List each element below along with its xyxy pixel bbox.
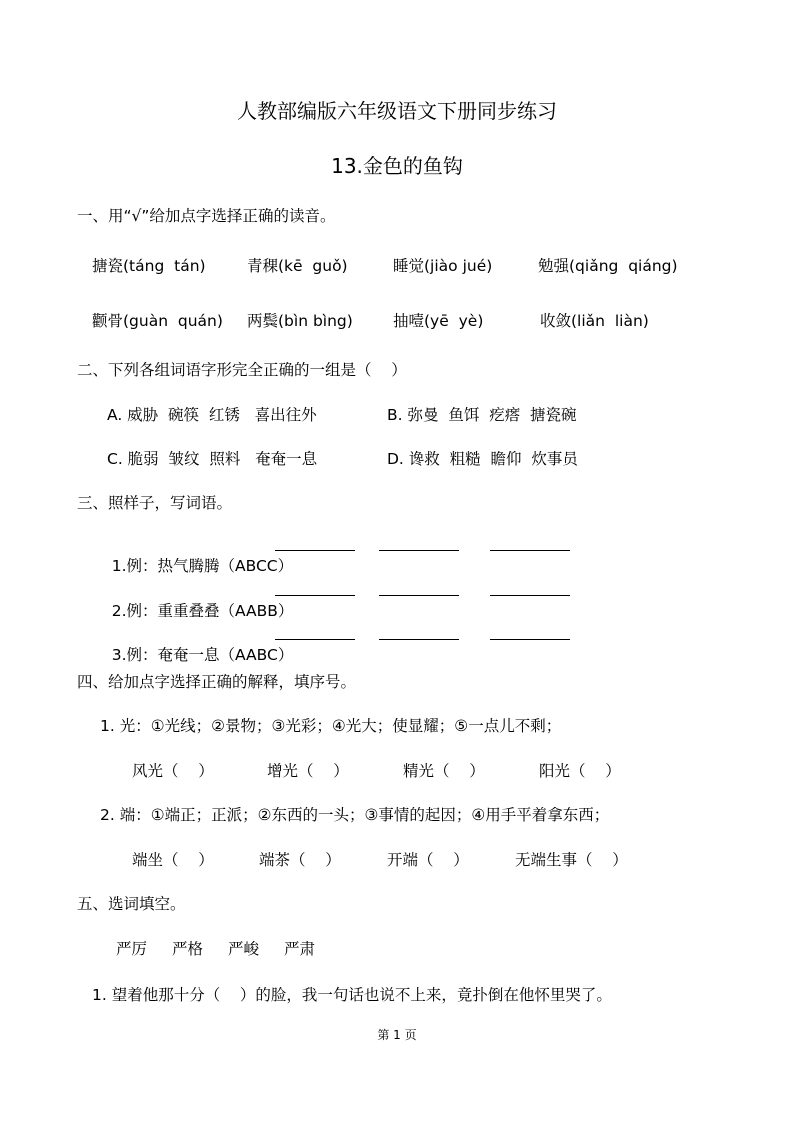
q3-heading: 三、照样子，写词语。 xyxy=(77,494,233,512)
q3-item-label: 3.例：奄奄一息（AABC） xyxy=(111,646,294,664)
q2-option-c: C. 脆弱 皱纹 照料 奄奄一息 xyxy=(107,450,318,468)
q1-row1-item3: 睡觉(jiào jué) xyxy=(393,257,493,275)
q4-item1-word: 精光（ ） xyxy=(403,762,485,780)
q4-item2-word: 开端（ ） xyxy=(387,851,469,869)
q1-heading: 一、用“√”给加点字选择正确的读音。 xyxy=(77,207,336,225)
q4-item1-word: 风光（ ） xyxy=(132,762,214,780)
q4-item1-word: 增光（ ） xyxy=(267,762,349,780)
answer-blank[interactable] xyxy=(275,625,355,640)
q1-row1-item1: 搪瓷(táng tán) xyxy=(92,257,206,275)
q1-row2-item1: 颧骨(guàn quán) xyxy=(92,312,223,330)
q2-heading: 二、下列各组词语字形完全正确的一组是（ ） xyxy=(77,361,407,379)
q5-choice: 严厉 xyxy=(116,940,148,958)
q1-row1-item4: 勉强(qiǎng qiáng) xyxy=(538,257,678,275)
q2-option-b: B. 弥曼 鱼饵 疙瘩 搪瓷碗 xyxy=(387,406,577,424)
q3-item-label: 2.例：重重叠叠（AABB） xyxy=(111,602,294,620)
q2-option-d: D. 谗救 粗糙 瞻仰 炊事员 xyxy=(387,450,578,468)
answer-blank[interactable] xyxy=(490,581,570,596)
answer-blank[interactable] xyxy=(379,536,459,551)
q3-answer-blanks xyxy=(275,625,570,644)
q4-item2-definitions: 2. 端：①端正；正派；②东西的一头；③事情的起因；④用手平着拿东西； xyxy=(100,806,610,824)
q5-item1: 1. 望着他那十分（ ）的脸，我一句话也说不上来，竟扑倒在他怀里哭了。 xyxy=(92,986,612,1004)
q5-choice: 严格 xyxy=(172,940,204,958)
q1-row1-item2: 青稞(kē guǒ) xyxy=(247,257,348,275)
q4-heading: 四、给加点字选择正确的解释，填序号。 xyxy=(77,673,357,691)
q3-answer-blanks xyxy=(275,536,570,555)
q1-row2-item2: 两鬓(bìn bìng) xyxy=(247,312,353,330)
q2-option-a: A. 威胁 碗筷 红锈 喜出往外 xyxy=(107,406,317,424)
q4-item1-definitions: 1. 光：①光线；②景物；③光彩；④光大；使显耀；⑤一点儿不剩； xyxy=(100,717,562,735)
q4-item2-word: 无端生事（ ） xyxy=(515,851,628,869)
q1-row2-item4: 收敛(liǎn liàn) xyxy=(540,312,649,330)
answer-blank[interactable] xyxy=(379,581,459,596)
q3-answer-blanks xyxy=(275,581,570,600)
q1-row2-item3: 抽噎(yē yè) xyxy=(393,312,484,330)
page-number: 第 1 页 xyxy=(377,1028,417,1042)
lesson-title: 13.金色的鱼钩 xyxy=(331,154,463,178)
answer-blank[interactable] xyxy=(490,625,570,640)
q5-heading: 五、选词填空。 xyxy=(77,895,186,913)
answer-blank[interactable] xyxy=(379,625,459,640)
q3-item-label: 1.例：热气腾腾（ABCC） xyxy=(111,557,294,575)
q5-choice: 严肃 xyxy=(284,940,316,958)
answer-blank[interactable] xyxy=(490,536,570,551)
q4-item2-word: 端茶（ ） xyxy=(259,851,341,869)
q4-item1-word: 阳光（ ） xyxy=(539,762,621,780)
answer-blank[interactable] xyxy=(275,581,355,596)
q4-item2-word: 端坐（ ） xyxy=(132,851,214,869)
answer-blank[interactable] xyxy=(275,536,355,551)
q5-choice: 严峻 xyxy=(228,940,260,958)
page-title: 人教部编版六年级语文下册同步练习 xyxy=(237,99,557,123)
